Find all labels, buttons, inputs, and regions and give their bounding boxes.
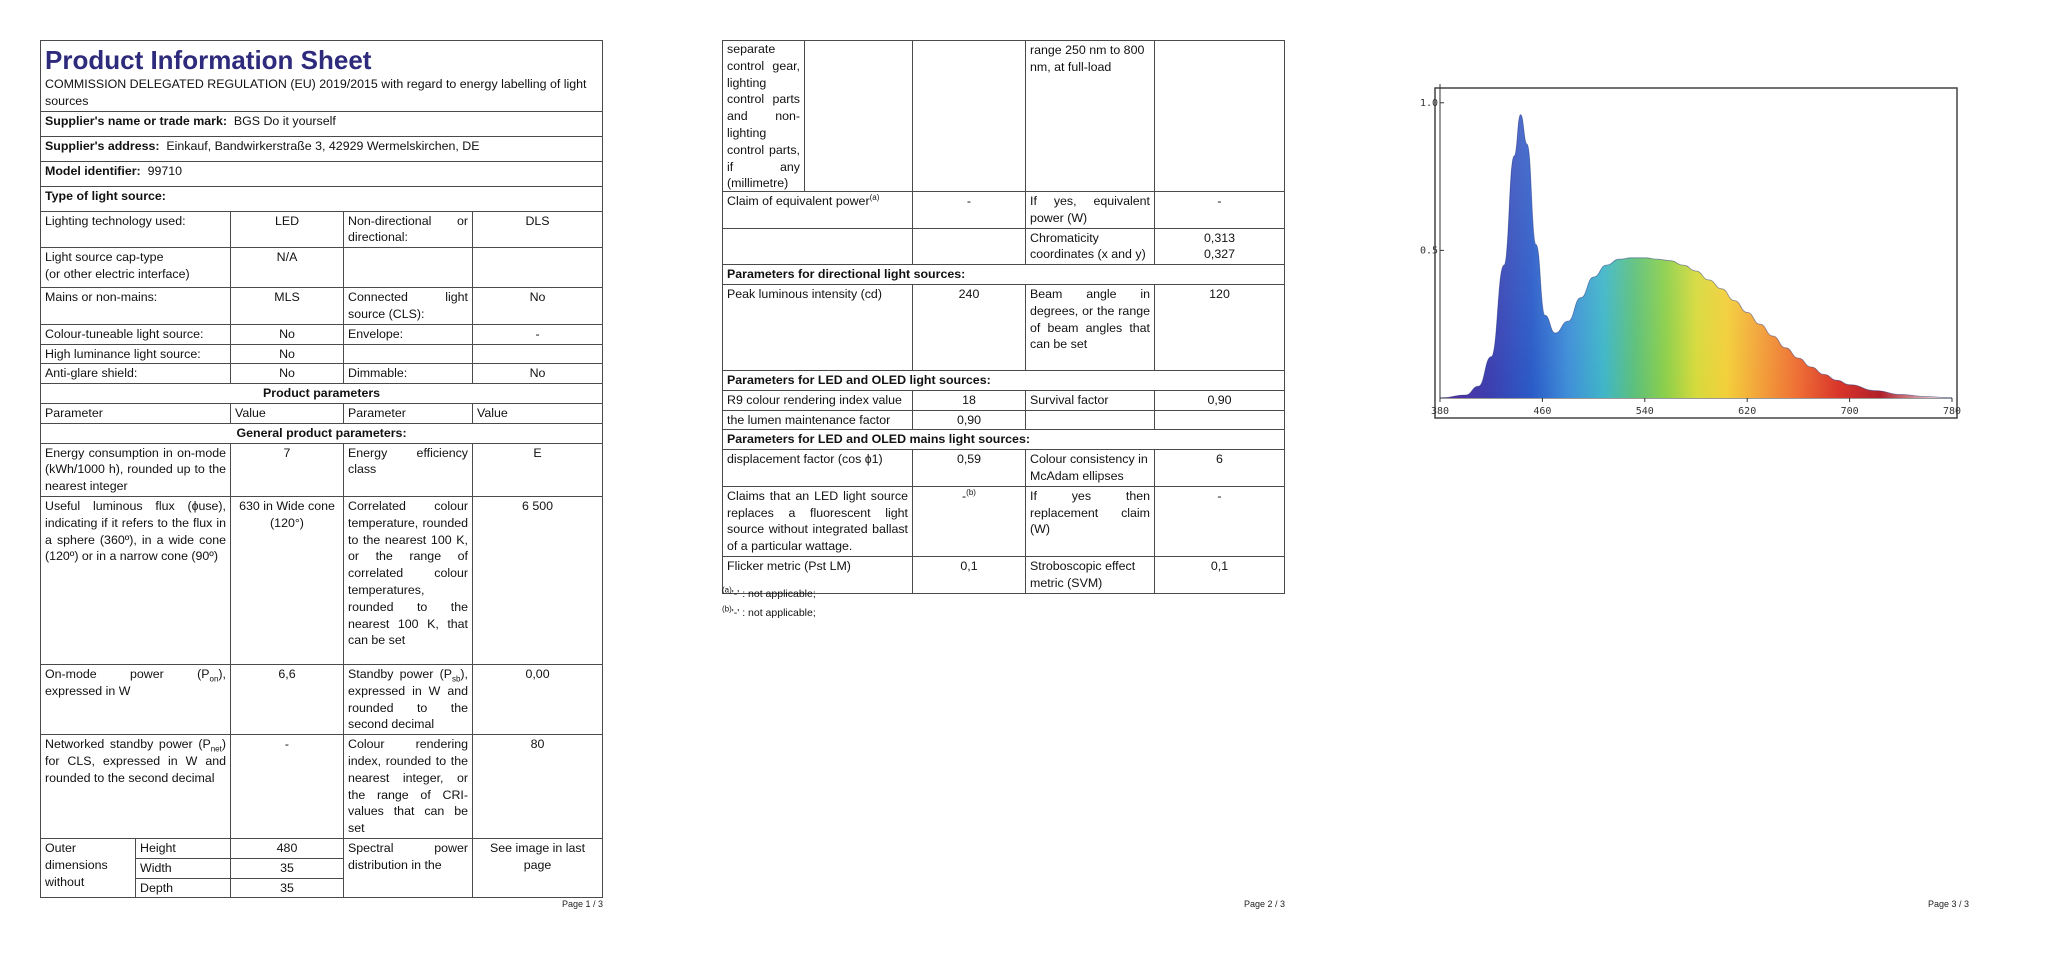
replacement-label: If yes then replacement claim (W) [1026,486,1155,556]
supplier-address-label: Supplier's address: [45,138,160,153]
page-1 [0,0,620,965]
cap-label-line2: (or other electric interface) [45,266,190,281]
outer-dim-label: Outer dimensions without [41,838,136,897]
net-value: - [231,735,344,839]
spd-label: Spectral power distribution in the [344,838,473,897]
col-value: Value [473,403,603,423]
claims-led-dash: - [962,488,967,503]
footnote-a-sup: (a) [722,585,732,595]
lighting-tech-label: Lighting technology used: [41,211,231,248]
survival-value: 0,90 [1155,390,1285,410]
footnote-b-text: '-' : not applicable; [731,607,816,619]
product-info-table-page1 [40,40,603,898]
energy-label: Energy consumption in on-mode (kWh/1000 h), rounded up to the nearest integer [41,443,231,496]
supplier-name: BGS Do it yourself [233,113,336,128]
empty-cell [344,248,473,288]
r9-value: 18 [913,390,1026,410]
supplier-address: Einkauf, Bandwirkerstraße 3, 42929 Wermelskirchen, DE [166,138,480,153]
disp-value: 0,59 [913,450,1026,487]
cap-value: N/A [231,248,344,288]
supplier-name-row [41,111,603,136]
high-lum-value: No [231,344,344,364]
colour-tune-value: No [231,324,344,344]
chroma-x: 0,313 [1203,230,1235,245]
col-value: Value [231,403,344,423]
sheet-header [41,41,603,112]
height-label: Height [136,838,231,858]
mains-header: Parameters for LED and OLED mains light sources: [723,430,1285,450]
dimmable-value: No [473,364,603,384]
onmode-label [41,664,231,734]
depth-value: 35 [231,878,344,898]
empty-cell [1026,410,1155,430]
col-parameter: Parameter [344,403,473,423]
nondir-label: Non-directional or directional: [344,211,473,248]
claim-label [723,192,913,229]
cont-label: separate control gear, lighting control parts and non-lighting control parts, if any (millimetre) [723,41,805,191]
r9-label: R9 colour rendering index value [723,390,913,410]
model-label: Model identifier: [45,163,141,178]
x-tick-label: 780 [1942,406,1962,417]
chroma-y: 0,327 [1203,247,1235,262]
footnote-a [722,585,816,600]
spectral-chart-container [1405,38,1965,448]
cap-label [41,248,231,288]
y-tick-label: 1.0 [1419,97,1438,109]
x-tick-label: 620 [1738,406,1757,417]
envelope-value: - [473,324,603,344]
cri-value: 80 [473,735,603,839]
model-row [41,161,603,186]
empty-cell [1155,41,1285,192]
empty-cell [913,228,1026,265]
colour-tune-label: Colour-tuneable light source: [41,324,231,344]
flux-value: 630 in Wide cone (120°) [231,496,344,664]
flux-label: Useful luminous flux (ɸuse), indicating if it refers to the flux in a sphere (360º), in a wide cone (120º) or in a narrow cone (90º) [41,496,231,664]
standby-value: 0,00 [473,664,603,734]
net-sub: net [210,744,222,754]
empty-cell [913,41,1026,192]
onmode-sub: on [209,674,219,684]
general-params-header: General product parameters: [41,423,603,443]
peak-value: 240 [913,284,1026,370]
regulation-text: COMMISSION DELEGATED REGULATION (EU) 2019/2015 with regard to energy labelling of light sources [45,77,587,108]
consist-value: 6 [1155,450,1285,487]
anti-glare-value: No [231,364,344,384]
flicker-value: 0,1 [913,556,1026,593]
eff-class-label: Energy efficiency class [344,443,473,496]
cls-value: No [473,288,603,325]
depth-label: Depth [136,878,231,898]
claims-led-value [913,486,1026,556]
mains-value: MLS [231,288,344,325]
standby-sub: sb [451,674,461,684]
page-number: Page 1 / 3 [562,899,604,909]
empty-cell [473,248,603,288]
empty-cell [723,228,913,265]
chroma-value [1155,228,1285,265]
net-label [41,735,231,839]
claims-led-sup: (b) [966,487,976,497]
beam-value: 120 [1155,284,1285,370]
high-lum-label: High luminance light source: [41,344,231,364]
standby-label-b: ), expressed in W and rounded to the second decimal [348,666,468,732]
spd-value: See image in last page [473,838,603,897]
cont-left-cell [723,41,913,192]
page-number: Page 2 / 3 [1244,899,1286,909]
replacement-value: - [1155,486,1285,556]
standby-label-a: Standby power (P [348,666,452,681]
spectral-power-chart [1405,38,1965,448]
page-2 [700,0,1320,965]
x-tick-label: 460 [1533,406,1552,417]
spectrum-shade [1440,115,1952,398]
model-identifier: 99710 [147,163,183,178]
y-tick-label: 0.5 [1419,245,1438,257]
ifyes-value: - [1155,192,1285,229]
cct-label: Correlated colour temperature, rounded to the nearest 100 K, or the range of correlated colour temperatures, rounded to the nearest 100 K, that can be set [344,496,473,664]
width-label: Width [136,858,231,878]
net-label-a: Networked standby power (P [45,737,211,752]
net-label-b: ) for CLS, expressed in W and rounded to the second decimal [45,737,226,785]
onmode-label-b: ), expressed in W [45,666,226,698]
lumen-label: the lumen maintenance factor [723,410,913,430]
anti-glare-label: Anti-glare shield: [41,364,231,384]
sheet-title: Product Information Sheet [45,45,372,75]
mains-label: Mains or non-mains: [41,288,231,325]
product-params-header: Product parameters [41,384,603,404]
empty-cell [473,344,603,364]
height-value: 480 [231,838,344,858]
onmode-value: 6,6 [231,664,344,734]
cont-right-label: range 250 nm to 800 nm, at full-load [1026,41,1155,192]
chroma-label: Chromaticity coordinates (x and y) [1026,228,1155,265]
lighting-tech-value: LED [231,211,344,248]
cct-value: 6 500 [473,496,603,664]
claim-label-text: Claim of equivalent power [727,194,870,208]
footnote-b [722,604,816,619]
product-info-table-page2 [722,40,1285,594]
claim-sup: (a) [869,192,880,202]
dir-header: Parameters for directional light sources: [723,265,1285,285]
claims-led-label: Claims that an LED light source replaces a fluorescent light source without integrated ballast of a particular wattage. [723,486,913,556]
eff-class-value: E [473,443,603,496]
peak-label: Peak luminous intensity (cd) [723,284,913,370]
led-header: Parameters for LED and OLED light sources: [723,370,1285,390]
onmode-label-a: On-mode power (P [45,666,210,681]
strobe-label: Stroboscopic effect metric (SVM) [1026,556,1155,593]
footnote-a-text: '-' : not applicable; [731,588,816,600]
width-value: 35 [231,858,344,878]
supplier-name-label: Supplier's name or trade mark: [45,113,227,128]
page-number: Page 3 / 3 [1928,899,1970,909]
col-parameter: Parameter [41,403,231,423]
type-label: Type of light source: [41,186,603,211]
empty-cell [344,344,473,364]
consist-label: Colour consistency in McAdam ellipses [1026,450,1155,487]
beam-label: Beam angle in degrees, or the range of beam angles that can be set [1026,284,1155,370]
dimmable-label: Dimmable: [344,364,473,384]
claim-value: - [913,192,1026,229]
nondir-value: DLS [473,211,603,248]
lumen-value: 0,90 [913,410,1026,430]
footnote-b-sup: (b) [722,604,732,614]
standby-label [344,664,473,734]
energy-value: 7 [231,443,344,496]
cls-label: Connected light source (CLS): [344,288,473,325]
x-tick-label: 540 [1635,406,1654,417]
ifyes-label: If yes, equivalent power (W) [1026,192,1155,229]
cri-label: Colour rendering index, rounded to the nearest integer, or the range of CRI-values that can be set [344,735,473,839]
supplier-address-row [41,136,603,161]
flicker-label: Flicker metric (Pst LM) [723,556,913,593]
x-tick-label: 700 [1840,406,1859,417]
strobe-value: 0,1 [1155,556,1285,593]
disp-label: displacement factor (cos ϕ1) [723,450,913,487]
empty-cell [1155,410,1285,430]
x-tick-label: 380 [1430,406,1450,417]
envelope-label: Envelope: [344,324,473,344]
survival-label: Survival factor [1026,390,1155,410]
cap-label-line1: Light source cap-type [45,250,164,265]
